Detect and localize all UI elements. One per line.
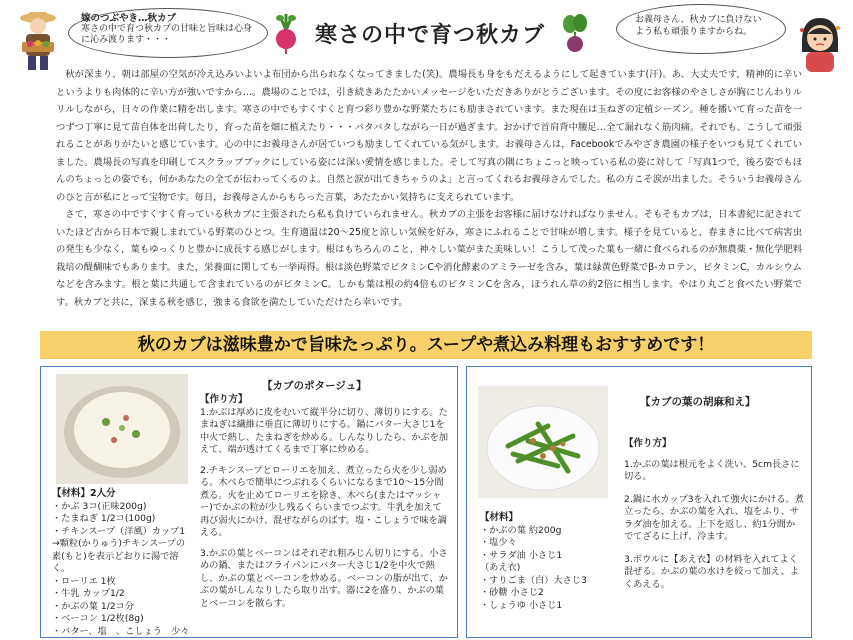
ingredient-item: ・かぶの葉 約200g <box>480 524 562 536</box>
article-paragraph-1: 秋が深まり、朝は部屋の空気が冷え込みいよいよ布団から出られなくなってきました(笑)。農場長も身をもだえるようにして起きています(汗)。あ、大丈夫です，精神的に辛いというよりも肉体的に辛い方が強いですから…。農場のことでは，引き続きあたたかいメッセージをいただきありがとうございます。その度にお客様のやさしさが胸にじんわりルリルしながら，日々の作業に精を出します。寒さの中でもすくすくと育つ彩り豊かな野菜たちにも励まされています。また現在は玉ねぎの定植シーズン。種を播いて育った苗を一つずつ丁寧に見て苗自体を出荷したり，育った苗を畑に植えたり・・・バタバタしながら一日が過ぎます。おかげで首肩背中腰足…全て漏れなく筋肉痛。それでも、こうして頑張れることがありがたいと感じています。心の中にお義母さんが居ていつも励ましてくれている気がします。お義母さんは，Facebookでみやざき農園の様子をいつも見てくれていました。農場長の写真を印刷してスクラップブックにしている姿には深い愛情を感じました。そして写真の隅にちょこっと映っている私の姿に対して「写真1つで，後ろ姿でもほんのちょっとの姿でも，何かあなたの全てが伝わってくるのよ。自然と涙が出てきちゃうのよ」と言ってくれるお義母さんでした。私の方こそ涙が出ました。そういうお義母さんのひと言が私にとって宝物です。毎日，お義母さんからもらった言葉，あたたかい気持ちに支えられています。 <box>56 69 802 203</box>
recipe1-step-2: 2.チキンスープとローリエを加え、煮立ったら火を少し弱める。木べらで簡単につぶれるくらいになるまで10～15分間煮る。火を止めてローリエを除き、木べら(またはマッシャー)でかぶの粒が少し残るくらいまでつぶす。牛乳を加えて再び弱火にかけ、混ぜながらのばす。塩・こしょうで味を調える。 <box>200 464 447 538</box>
goma-ae-photo <box>478 386 608 498</box>
ingredient-item: ・しょうゆ 小さじ1 <box>480 599 563 611</box>
ingredient-item: ・かぶ 3コ(正味200g) <box>52 500 147 512</box>
recipe1-step-3: 3.かぶの葉とベーコンはそれぞれ粗みじん切りにする。小さめの鍋、またはフライパンにバター大さじ1/2を中火で熱し、かぶの葉とベーコンを炒める。ベーコンの脂が出て、かぶの葉がしんなりしたら取り出す。器に2を盛り、かぶの葉とベーコンを散らす。 <box>200 547 448 609</box>
recipe2-steps-label: 【作り方】 <box>624 438 672 449</box>
recipe1-steps <box>200 394 450 610</box>
highlight-banner: 秋のカブは滋味豊かで旨味たっぷり。スープや煮込み料理もおすすめです！ <box>40 331 812 359</box>
speech-bubble-right <box>616 4 786 54</box>
farmer-illustration <box>14 8 62 72</box>
article-paragraph-2: さて，寒さの中ですくすく育っている秋カブに主張されたら私も負けていられません。秋カブの主張をお客様に届けなければなりません。そもそもカブは，日本書紀に記されていたほど古から日本で親しまれている野菜のひとつ。生育適温は20～25度と涼しい気候を好み，寒さにふれることで甘味が増します。様子を見ていると，春まきに比べて病害虫の発生も少なく，葉もゆっくりと豊かに成長する感じがします。根はもちろんのこと，神々しい葉がまた美味しい！こうして茂った葉も一緒に食べられるのが無農薬・無化学肥料栽培の醍醐味でもあります。また，栄養面に関しても一挙両得。根は淡色野菜でビタミンCや消化酵素のアミラーゼを含み，葉は緑黄色野菜でβ-カロテン，ビタミンC，カルシウムなどを含みます。根と葉に共通して含まれているのがビタミンC。しかも葉は根の約4倍ものビタミンCを含み，ほうれん草の約2倍に相当します。やはり丸ごと食べたい野菜です。秋カブと共に，深まる秋を感じ，強まる食欲を満たしていただけたら幸いです。 <box>56 209 802 308</box>
woman-illustration <box>792 12 848 74</box>
ingredient-item: ・砂糖 小さじ2 <box>480 587 544 598</box>
ingredient-item: ・ローリエ 1枚 <box>52 575 116 587</box>
ingredient-item: ・チキンスープ（洋風）カップ1 →顆粒(かりゅう)チキンスープの素(もと)を表示どおりに湯で溶く。 <box>52 525 186 574</box>
recipe1-ingredients-label: 【材料】2人分 <box>52 488 116 499</box>
ingredient-item: ・牛乳 カップ1/2 <box>52 588 125 599</box>
ingredient-item: ・かぶの葉 1/2コ分 <box>52 600 135 612</box>
article-body <box>56 66 802 311</box>
recipe1-step-1: 1.かぶは厚めに皮をむいて縦半分に切り、薄切りにする。たまねぎは繊維に垂直に薄切りにする。鍋にバター大さじ1を中火で熱し、たまねぎを炒める。しんなりしたら、かぶを加えて、端が透けてくるまで丁寧に炒める。 <box>200 406 449 455</box>
recipe1-title: 【カブのポタージュ】 <box>262 380 367 392</box>
ingredient-item: ・すりごま（白）大さじ3 <box>480 574 587 586</box>
recipe2-step-1: 1.かぶの葉は根元をよく洗い、5cm長さに切る。 <box>624 458 800 482</box>
potage-soup-photo <box>56 374 188 484</box>
ingredient-item: （あえ衣) <box>480 562 521 573</box>
bubble-left-text: 寒さの中で育つ秋カブの甘味と旨味は心身に沁み渡ります・・・ <box>81 24 253 45</box>
recipe2-ingredients <box>480 512 610 612</box>
ingredient-item: ・塩少々 <box>480 537 517 548</box>
bubble-right-text: お義母さん、秋カブに負けないよう私も頑張りますからね。 <box>635 15 762 37</box>
recipe2-title: 【カブの葉の胡麻和え】 <box>640 396 756 408</box>
recipe2-step-2: 2.鍋に水カップ3を入れて強火にかける。煮立ったら、かぶの葉を入れ、塩をふり、サラダ油を加える。上下を返し、約1分間かでてざるに上げ、冷ます。 <box>624 493 804 542</box>
turnip-icon <box>272 14 300 54</box>
page-title: 寒さの中で育つ秋カブ <box>314 23 545 48</box>
ingredient-item: ・バター、塩 、こしょう 少々 <box>52 625 190 637</box>
turnip-leaves-icon <box>560 14 590 54</box>
recipe1-ingredients <box>52 488 192 638</box>
recipe2-step-3: 3.ボウルに【あえ衣】の材料を入れてよく混ぜる。かぶの葉の水けを絞って加え、よくあえる。 <box>624 553 800 590</box>
ingredient-item: ・ベーコン 1/2枚(8g) <box>52 613 144 624</box>
bubble-left-title: 嫁のつぶやき…秋カブ <box>81 13 177 24</box>
ingredient-item: ・サラダ油 小さじ1 <box>480 549 563 561</box>
recipe2-ingredients-label: 【材料】 <box>480 512 519 523</box>
speech-bubble-left <box>68 8 268 58</box>
ingredient-item: ・たまねぎ 1/2コ(100g) <box>52 513 156 524</box>
recipe1-steps-label: 【作り方】 <box>200 394 248 405</box>
recipe2-steps <box>624 438 804 591</box>
